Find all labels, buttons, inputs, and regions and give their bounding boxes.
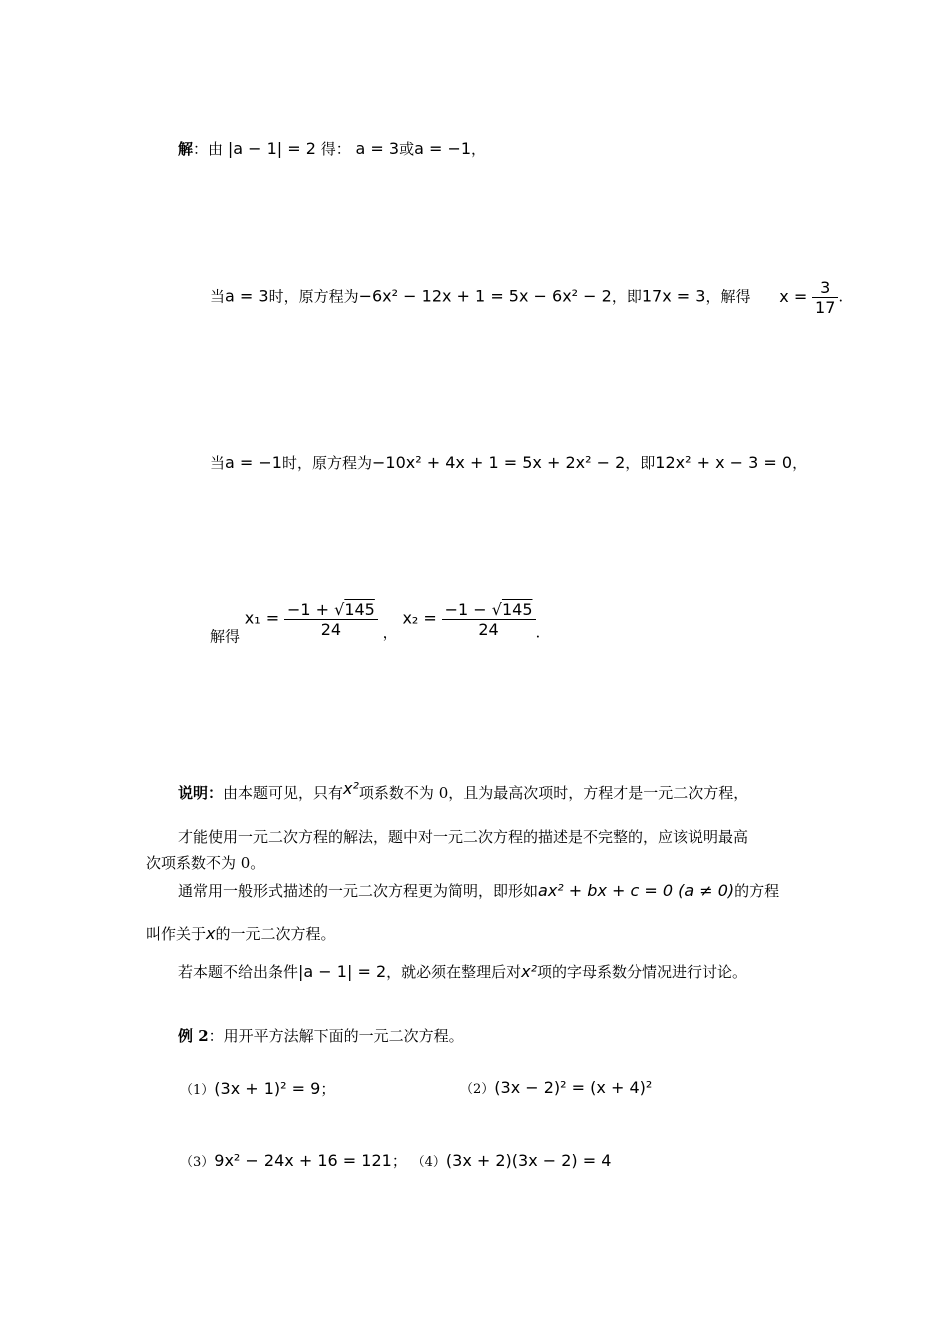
numerator: [442, 600, 536, 620]
text: 通常用一般形式描述的一元二次方程更为简明，即形如: [178, 882, 539, 900]
condition: a = 3: [225, 286, 269, 306]
text: 的方程: [734, 882, 780, 900]
equation-simplified: 12x² + x − 3 = 0: [655, 453, 793, 472]
equation-abs: |a − 1| = 2: [227, 139, 316, 158]
note-line-5: [146, 923, 336, 944]
equation: −10x² + 4x + 1 = 5x + 2x² − 2: [372, 453, 626, 472]
condition: a = −1: [225, 453, 282, 472]
item-1: [180, 1078, 335, 1099]
denominator: 17: [815, 298, 836, 317]
x2-lhs: x₂ =: [402, 608, 437, 628]
note-line-3: 次项系数不为 0。: [146, 854, 266, 872]
note-line-6: [178, 961, 747, 982]
example-2-heading: [178, 1025, 464, 1046]
x1-fraction: [284, 600, 378, 639]
text: 得：: [320, 140, 351, 158]
text: 叫作关于: [146, 925, 207, 943]
item-3-4: [180, 1150, 611, 1171]
text: 项系数不为 0，且为最高次项时，方程才是一元二次方程，: [358, 784, 749, 802]
equation: 9x² − 24x + 16 = 121: [214, 1151, 392, 1170]
math: x²: [343, 779, 359, 798]
numerator-pre: −1 + √: [286, 600, 345, 619]
numerator-pre: −1 − √: [444, 600, 502, 619]
solution-label: 解: [178, 140, 194, 158]
x2-fraction: [442, 600, 536, 639]
roots-line: [210, 600, 540, 647]
separator: ，: [382, 623, 398, 642]
radicand: 145: [344, 600, 375, 619]
x-lhs: x =: [779, 286, 808, 306]
note-line-2: 才能使用一元二次方程的解法，题中对一元二次方程的描述是不完整的，应该说明最高: [178, 828, 749, 846]
text: .: [838, 287, 844, 306]
item-number: （2）: [460, 1082, 495, 1097]
fraction: [812, 278, 838, 317]
case-a3-line: [210, 278, 843, 317]
solution-line: [178, 138, 486, 159]
text: ，: [792, 454, 808, 472]
example-label: 例 2: [178, 1027, 209, 1045]
text: ，: [471, 140, 487, 158]
text: 的一元二次方程。: [215, 925, 336, 943]
text: 若本题不给出条件: [178, 963, 299, 981]
denominator: 24: [478, 620, 499, 639]
case-a-neg1-line: [210, 452, 807, 473]
text: ，即: [625, 454, 656, 472]
note-line-1: [178, 779, 748, 803]
item-number: （1）: [180, 1083, 215, 1098]
equation-a-neg1: a = −1: [414, 139, 472, 158]
math: x²: [521, 962, 538, 981]
equation: (3x − 2)² = (x + 4)²: [494, 1078, 653, 1097]
text: 当: [210, 454, 226, 472]
numerator: 3: [812, 278, 838, 298]
text: 或: [399, 140, 415, 158]
note-label: 说明：: [178, 784, 224, 802]
x1-lhs: x₁ =: [244, 608, 280, 628]
math: x: [206, 924, 216, 943]
numerator: [284, 600, 378, 620]
text: 时，原方程为: [268, 287, 359, 306]
text: ，就必须在整理后对: [386, 963, 522, 981]
text: ；: [320, 1080, 336, 1098]
math: |a − 1| = 2: [298, 962, 387, 981]
equation: −6x² − 12x + 1 = 5x − 6x² − 2: [358, 286, 612, 306]
item-2: [460, 1078, 652, 1097]
text: ：由: [193, 140, 224, 158]
text: .: [535, 623, 541, 642]
text: 由本题可见，只有: [223, 784, 344, 802]
note-line-4: [178, 880, 779, 901]
radicand: 145: [501, 600, 533, 619]
text: ；: [391, 1152, 407, 1170]
equation: (3x + 1)² = 9: [214, 1079, 321, 1098]
math: ax² + bx + c = 0 (a ≠ 0): [538, 881, 735, 900]
text: 解得: [210, 627, 241, 646]
text: ，即: [611, 287, 642, 306]
text: 当: [210, 287, 226, 306]
equation-a3: a = 3: [355, 139, 400, 158]
text: 时，原方程为: [281, 454, 372, 472]
text: 项的字母系数分情况进行讨论。: [537, 963, 748, 981]
denominator: 24: [320, 620, 342, 639]
equation: (3x + 2)(3x − 2) = 4: [445, 1151, 612, 1170]
text: ，解得: [705, 287, 751, 306]
item-number: （3）: [180, 1155, 215, 1170]
text: ：用开平方法解下面的一元二次方程。: [208, 1027, 464, 1045]
item-number: （4）: [411, 1155, 446, 1170]
equation-simplified: 17x = 3: [641, 286, 706, 306]
